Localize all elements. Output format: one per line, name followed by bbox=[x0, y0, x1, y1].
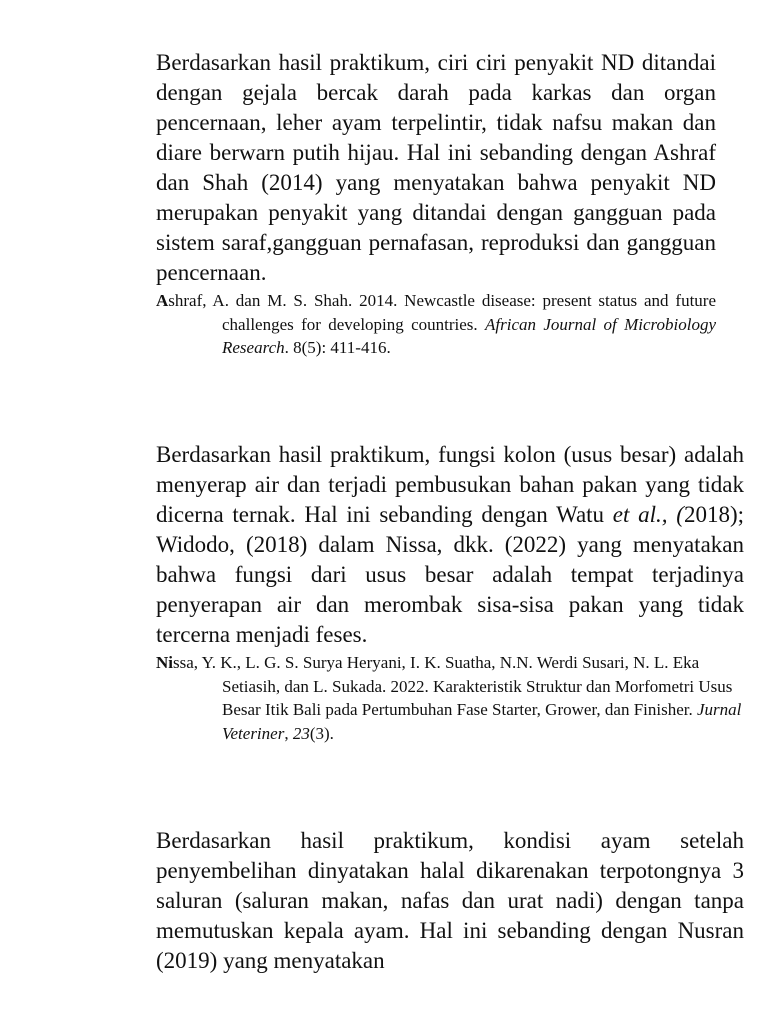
reference-journal: African Journal of Microbiology Research bbox=[222, 314, 716, 357]
reference-text: shraf, A. dan M. S. Shah. 2014. Newcastle disease: present status and future challenges for developing countries. bbox=[168, 291, 716, 334]
section-fungsi-kolon bbox=[156, 440, 744, 745]
reference-ashraf-shah bbox=[156, 289, 716, 360]
reference-lead: Ni bbox=[156, 653, 173, 672]
section-kondisi-ayam bbox=[156, 826, 744, 976]
reference-tail: . 8(5): 411-416. bbox=[284, 338, 391, 357]
reference-lead: A bbox=[156, 291, 169, 310]
paragraph-kondisi-ayam: Berdasarkan hasil praktikum, kondisi ayam setelah penyembelihan dinyatakan halal dikarenakan terpotongnya 3 saluran (saluran makan, nafas dan urat nadi) dengan tanpa memutuskan kepala ayam. Hal ini sebanding dengan Nusran (2019) yang menyatakan bbox=[156, 828, 744, 973]
paragraph-fungsi-kolon bbox=[156, 440, 744, 650]
reference-comma: , bbox=[284, 723, 293, 743]
reference-tail: (3). bbox=[309, 723, 334, 743]
reference-journal: Jurnal Veteriner bbox=[222, 700, 742, 743]
paragraph-text-b: 2018); Widodo, (2018) dalam Nissa, dkk. (2022) yang menyatakan bahwa fungsi dari usus besar adalah tempat terjadinya penyerapan air dan merombak sisa-sisa pakan yang tidak tercerna menjadi feses. bbox=[156, 502, 744, 647]
paragraph-text-a: Berdasarkan hasil praktikum, fungsi kolon (usus besar) adalah menyerap air dan terjadi pembusukan bahan pakan yang tidak dicerna ternak. Hal ini sebanding dengan Watu bbox=[156, 442, 744, 527]
reference-text: ssa, Y. K., L. G. S. Surya Heryani, I. K. Suatha, N.N. Werdi Susari, N. L. Eka Setiasih, dan L. Sukada. 2022. Karakteristik Struktur dan Morfometri Usus Besar Itik Bali pada Pertumbuhan Fase Starter, Grower, dan Finisher. bbox=[173, 653, 733, 719]
reference-nissa bbox=[156, 651, 744, 745]
section-penyakit-nd bbox=[156, 48, 716, 360]
paragraph-italic: et al., ( bbox=[612, 502, 684, 527]
paragraph-penyakit-nd: Berdasarkan hasil praktikum, ciri ciri penyakit ND ditandai dengan gejala bercak darah pada karkas dan organ pencernaan, leher ayam terpelintir, tidak nafsu makan dan diare berwarn putih hijau. Hal ini sebanding dengan Ashraf dan Shah (2014) yang menyatakan bahwa penyakit ND merupakan penyakit yang ditandai dengan gangguan pada sistem saraf,gangguan pernafasan, reproduksi dan gangguan pencernaan. bbox=[156, 50, 716, 285]
reference-volume: 23 bbox=[292, 723, 310, 743]
